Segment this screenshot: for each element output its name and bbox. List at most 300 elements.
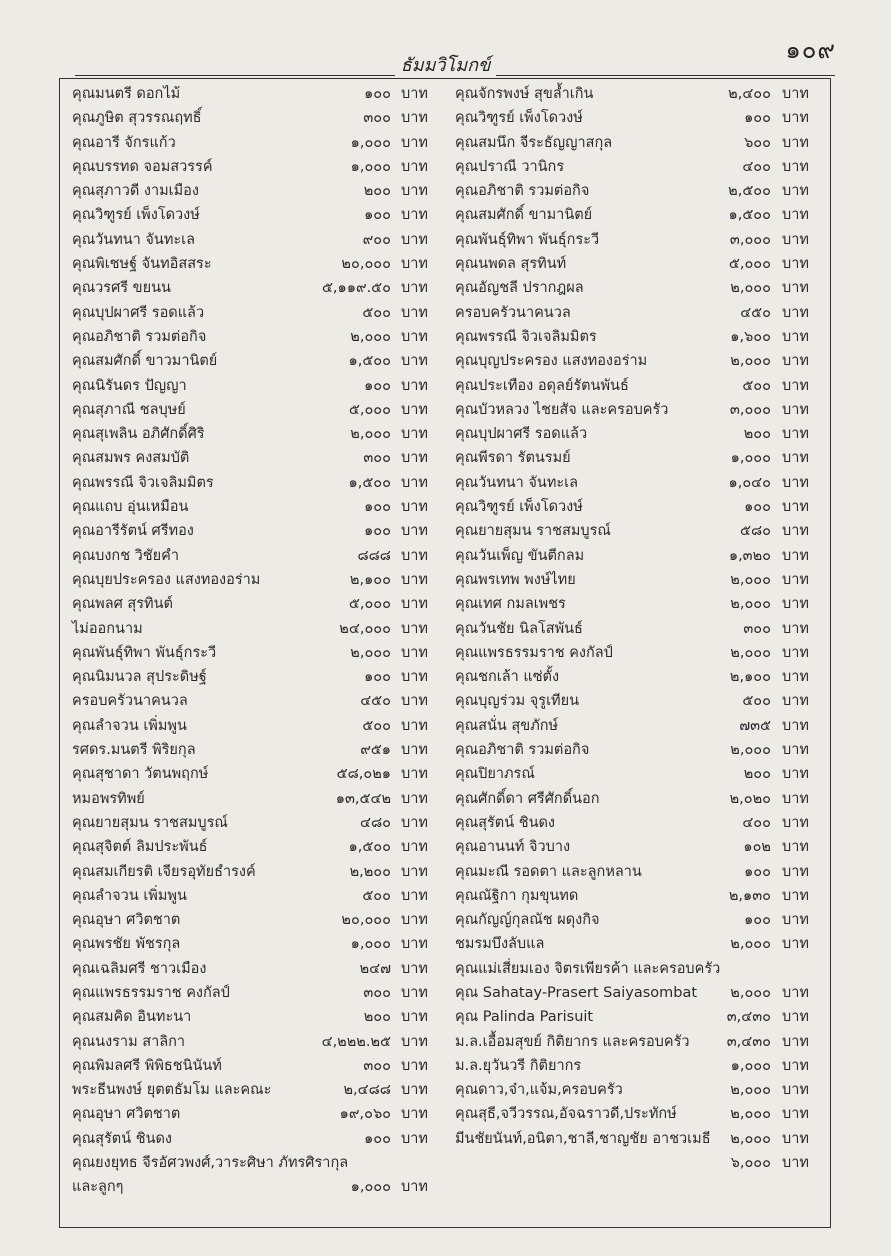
donor-name: คุณวิฑูรย์ เพ็งโดวงษ์ <box>72 207 200 224</box>
donor-name: คุณมะณี รอดตา และลูกหลาน <box>455 863 642 880</box>
donor-row <box>64 82 447 106</box>
donor-name: คุณเทศ กมลเพชร <box>455 596 566 613</box>
donor-name: คุณพรชัย พัชรกุล <box>72 936 181 953</box>
donor-name: คุณสนั่น สุขภักษ์ <box>455 717 559 734</box>
donor-row <box>447 568 827 592</box>
donor-name: คุณพรรณี จิวเจลิมมิตร <box>455 328 597 345</box>
donor-name: คุณอารีรัตน์ ศรีทอง <box>72 523 194 540</box>
donor-name: คุณสุภาวดี งามเมือง <box>72 183 199 200</box>
donation-amount: ๑๐๐ <box>744 499 771 516</box>
donation-amount: ๒,๐๐๐ <box>730 936 771 953</box>
donor-name: คุณวันเพ็ญ ขันตีกลม <box>455 547 585 564</box>
donor-name: คุณพรเทพ พงษ์ไทย <box>455 571 576 588</box>
donation-amount: ๒,๐๐๐ <box>730 353 771 370</box>
donation-amount: ๕,๑๑๙.๕๐ <box>321 280 391 297</box>
currency-label: บาท <box>401 231 428 248</box>
donor-name: คุณนพดล สุรทินท์ <box>455 256 567 273</box>
donor-name: คุณอานนท์ จิวบาง <box>455 839 571 856</box>
currency-label: บาท <box>401 328 428 345</box>
donation-amount: ๖,๐๐๐ <box>730 1155 771 1172</box>
donor-row <box>64 932 447 956</box>
donor-name: ม.ล.เอื้อมสุขย์ กิติยากร และครอบครัว <box>455 1033 690 1050</box>
donor-row <box>64 568 447 592</box>
donation-amount: ๒,๐๐๐ <box>730 571 771 588</box>
donor-row <box>447 714 827 738</box>
donor-name: คุณแถบ อุ่นเหมือน <box>72 499 189 516</box>
donation-amount: ๒,๔๘๘ <box>343 1082 391 1099</box>
donor-column-right <box>447 82 827 1175</box>
donation-amount: ๕๐๐ <box>742 693 771 710</box>
donor-name: ครอบครัวนาคนวล <box>72 693 188 710</box>
donation-amount: ๑๙,๐๖๐ <box>339 1106 391 1123</box>
donation-amount: ๑,๓๒๐ <box>728 547 771 564</box>
donor-name: คุณนงราม สาลิกา <box>72 1033 186 1050</box>
donor-row <box>64 1175 447 1199</box>
donation-amount: ๕๐๐ <box>362 717 391 734</box>
donor-name: คุณสุธี,จวีวรรณ,อัจฉราวดี,ประทักษ์ <box>455 1106 677 1123</box>
donor-row <box>64 228 447 252</box>
currency-label: บาท <box>782 596 809 613</box>
donor-row <box>447 301 827 325</box>
donor-row <box>64 519 447 543</box>
donation-amount: ๕๘๐ <box>739 523 771 540</box>
currency-label: บาท <box>782 814 809 831</box>
currency-label: บาท <box>401 304 428 321</box>
donation-amount: ๑,๕๐๐ <box>348 474 391 491</box>
donor-name: คุณบัวหลวง ไชยสัจ และครอบครัว <box>455 401 669 418</box>
donation-amount: ๒,๒๐๐ <box>349 863 391 880</box>
donation-amount: ๑,๕๐๐ <box>348 353 391 370</box>
currency-label: บาท <box>401 863 428 880</box>
donor-name: คุณสมนึก จีระธัญญาสกุล <box>455 134 613 151</box>
donor-name: คุณวันทนา จันทะเล <box>72 231 196 248</box>
currency-label: บาท <box>782 912 809 929</box>
donation-amount: ๕๐๐ <box>742 377 771 394</box>
currency-label: บาท <box>401 1106 428 1123</box>
donation-amount: ๖๐๐ <box>744 134 771 151</box>
donor-row <box>447 131 827 155</box>
donation-amount: ๑,๐๐๐ <box>350 1179 391 1196</box>
currency-label: บาท <box>782 304 809 321</box>
donation-amount: ๕,๐๐๐ <box>348 401 391 418</box>
currency-label: บาท <box>782 499 809 516</box>
donor-name: คุณอุษา ศวิตชาต <box>72 1106 181 1123</box>
currency-label: บาท <box>401 183 428 200</box>
currency-label: บาท <box>401 571 428 588</box>
donor-row <box>64 495 447 519</box>
donor-row <box>447 860 827 884</box>
donor-row <box>447 787 827 811</box>
donor-name: คุณบรรทด จอมสวรรค์ <box>72 158 213 175</box>
donation-amount: ๒๐๐ <box>363 1009 391 1026</box>
donation-amount: ๗๓๕ <box>739 717 771 734</box>
donation-amount: ๒๐๐ <box>743 426 771 443</box>
currency-label: บาท <box>782 158 809 175</box>
page-title <box>0 50 891 79</box>
currency-label: บาท <box>782 474 809 491</box>
donor-row <box>64 1005 447 1029</box>
donor-row <box>64 544 447 568</box>
donor-name: คุณอภิชาติ รวมต่อกิจ <box>455 742 590 759</box>
donor-row <box>64 884 447 908</box>
donation-amount: ๒,๐๐๐ <box>730 1106 771 1123</box>
donation-amount: ๕,๐๐๐ <box>728 256 771 273</box>
donation-amount: ๕,๐๐๐ <box>348 596 391 613</box>
donation-amount: ๕๐๐ <box>362 887 391 904</box>
donor-name: คุณพลศ สุรทินต์ <box>72 596 173 613</box>
donor-row <box>64 641 447 665</box>
donor-name: คุณสุภาณี ชลบุษย์ <box>72 401 186 418</box>
currency-label: บาท <box>401 499 428 516</box>
currency-label: บาท <box>401 158 428 175</box>
currency-label: บาท <box>401 620 428 637</box>
donor-row <box>447 519 827 543</box>
currency-label: บาท <box>782 231 809 248</box>
donor-row <box>64 689 447 713</box>
donation-amount: ๓๐๐ <box>363 1057 391 1074</box>
donor-name: คุณอุษา ศวิตชาต <box>72 912 181 929</box>
donor-row <box>447 374 827 398</box>
donation-amount: ๑๐๐ <box>364 86 391 102</box>
donation-amount: ๒,๐๐๐ <box>730 1130 771 1147</box>
donor-name: คุณดาว,จ๋า,แจ้ม,ครอบครัว <box>455 1082 623 1099</box>
currency-label: บาท <box>782 110 809 127</box>
currency-label: บาท <box>782 669 809 686</box>
donor-row <box>447 738 827 762</box>
donation-amount: ๓,๐๐๐ <box>729 231 771 248</box>
currency-label: บาท <box>401 134 428 151</box>
currency-label: บาท <box>782 1155 809 1172</box>
currency-label: บาท <box>782 450 809 467</box>
donation-amount: ๓,๔๓๐ <box>726 1009 771 1026</box>
donor-row <box>447 1030 827 1054</box>
currency-label: บาท <box>401 1179 428 1196</box>
donation-amount: ๙๕๑ <box>360 742 391 759</box>
donor-row <box>447 228 827 252</box>
currency-label: บาท <box>782 693 809 710</box>
currency-label: บาท <box>401 1130 428 1147</box>
donation-amount: ๒,๐๐๐ <box>730 596 771 613</box>
currency-label: บาท <box>782 256 809 273</box>
donor-row <box>447 471 827 495</box>
donor-name: คุณเฉลิมศรี ชาวเมือง <box>72 960 207 977</box>
donor-name: คุณแพรธรรมราช คงกัลป์ <box>455 644 613 661</box>
page-number: ๑๐๙ <box>785 36 836 64</box>
currency-label: บาท <box>401 839 428 856</box>
currency-label: บาท <box>782 523 809 540</box>
donor-name: คุณบุญร่วม จุรูเทียน <box>455 693 580 710</box>
donor-name: คุณสมเกียรติ เจียรอุทัยธำรงค์ <box>72 863 256 880</box>
donor-name: คุณวิฑูรย์ เพ็งโดวงษ์ <box>455 499 583 516</box>
donor-name: คุณ Sahatay-Prasert Saiyasombat <box>455 984 698 1001</box>
donor-name: คุณ Palinda Parisuit <box>455 1009 594 1026</box>
donation-amount: ๒๐๐ <box>743 766 771 783</box>
currency-label: บาท <box>782 1082 809 1099</box>
donor-name: ครอบครัวนาคนวล <box>455 304 571 321</box>
currency-label: บาท <box>782 863 809 880</box>
currency-label: บาท <box>782 134 809 151</box>
donor-name: คุณบุญประครอง แสงทองอร่าม <box>455 353 648 370</box>
donation-amount: ๒,๑๐๐ <box>729 669 771 686</box>
donor-name: คุณสุรัตน์ ชินดง <box>455 814 555 831</box>
donor-name: คุณยายสุมน ราชสมบูรณ์ <box>72 814 228 831</box>
donor-name: คุณอัญชลี ปรากฎผล <box>455 280 584 297</box>
donor-row <box>447 252 827 276</box>
donor-row <box>447 592 827 616</box>
donation-amount: ๑,๐๐๐ <box>350 158 391 175</box>
currency-label: บาท <box>782 1106 809 1123</box>
donation-amount: ๔๕๐ <box>360 693 391 710</box>
donation-amount: ๒,๔๐๐ <box>728 86 771 102</box>
donor-row <box>64 398 447 422</box>
donor-name: คุณยงยุทธ จีรอัศวพงศ์,วาระศิษา ภัทรศิรากุล <box>72 1155 349 1172</box>
donation-amount: ๑๐๐ <box>364 377 391 394</box>
donation-amount: ๑๐๐ <box>364 523 391 540</box>
donor-name: คุณสุรัตน์ ชินดง <box>72 1130 172 1147</box>
donor-row <box>447 641 827 665</box>
currency-label: บาท <box>782 1130 809 1147</box>
donor-name: ชมรมบึงลับแล <box>455 936 545 953</box>
donation-amount: ๒,๐๐๐ <box>350 426 391 443</box>
donor-name: คุณบงกช วิชัยคำ <box>72 547 179 564</box>
donor-row <box>64 738 447 762</box>
donor-name: คุณพิเชษฐ์ จันทอิสสระ <box>72 256 212 273</box>
donor-row <box>64 349 447 373</box>
donor-name: คุณสมศักดิ์ ขาวมานิตย์ <box>72 353 218 370</box>
donor-row <box>64 1102 447 1126</box>
donor-name: คุณสมคิด อินทะนา <box>72 1009 192 1026</box>
currency-label: บาท <box>782 644 809 661</box>
donor-name: คุณศักดิ์ดา ศรีศักดิ์นอก <box>455 790 600 807</box>
donor-name: คุณมนตรี ดอกไม้ <box>72 86 181 102</box>
donor-row <box>447 811 827 835</box>
donor-name: ม.ล.ยุวันวรี กิติยากร <box>455 1057 582 1074</box>
donor-row <box>64 276 447 300</box>
donation-amount: ๑๐๐ <box>364 207 391 224</box>
donor-row <box>64 981 447 1005</box>
currency-label: บาท <box>401 596 428 613</box>
donor-row <box>64 1127 447 1151</box>
donor-row <box>447 617 827 641</box>
donor-name: คุณพิมลศรี พิพิธชนินันท์ <box>72 1057 222 1074</box>
currency-label: บาท <box>782 86 809 102</box>
donation-amount: ๔๐๐ <box>742 814 771 831</box>
donor-row <box>447 908 827 932</box>
donor-name: ไม่ออกนาม <box>72 620 143 637</box>
currency-label: บาท <box>782 984 809 1001</box>
donor-row <box>447 544 827 568</box>
donor-row <box>64 106 447 130</box>
donor-row <box>64 762 447 786</box>
currency-label: บาท <box>401 693 428 710</box>
donor-row <box>447 1078 827 1102</box>
donor-row <box>447 446 827 470</box>
donor-row <box>64 446 447 470</box>
donor-name: คุณวรศรี ขยนน <box>72 280 171 297</box>
donor-row <box>64 325 447 349</box>
donor-row <box>64 1054 447 1078</box>
currency-label: บาท <box>782 1009 809 1026</box>
currency-label: บาท <box>782 353 809 370</box>
donor-name: รศดร.มนตรี พิริยกุล <box>72 742 196 759</box>
donor-name: คุณจักรพงษ์ สุขล้ำเกิน <box>455 86 594 102</box>
donor-name: คุณอารี จักรแก้ว <box>72 134 176 151</box>
donor-row <box>447 1151 827 1175</box>
donor-name: คุณประเทือง อดุลย์รัตนพันธ์ <box>455 377 629 394</box>
donor-name: คุณสุเพลิน อภิศักดิ์ศิริ <box>72 426 205 443</box>
currency-label: บาท <box>782 401 809 418</box>
donor-name: คุณพรรณี จิวเจลิมมิตร <box>72 474 214 491</box>
currency-label: บาท <box>401 523 428 540</box>
donor-row <box>447 495 827 519</box>
currency-label: บาท <box>782 1033 809 1050</box>
donor-row <box>64 422 447 446</box>
donor-row <box>64 714 447 738</box>
currency-label: บาท <box>401 790 428 807</box>
donation-amount: ๒๐๐ <box>363 183 391 200</box>
currency-label: บาท <box>401 256 428 273</box>
donor-name: คุณณัฐิกา กุมขุนทด <box>455 887 579 904</box>
donor-name: คุณแพรธรรมราช คงกัลป์ <box>72 984 230 1001</box>
donor-name: คุณนิรันดร ปัญญา <box>72 377 187 394</box>
donor-row <box>447 203 827 227</box>
donor-name: หมอพรทิพย์ <box>72 790 145 807</box>
donation-amount: ๔๐๐ <box>742 158 771 175</box>
page-title-text: ธัมมวิโมกข์ <box>395 55 497 76</box>
currency-label: บาท <box>401 887 428 904</box>
donation-amount: ๔,๒๒๒.๒๕ <box>321 1033 391 1050</box>
donor-row <box>64 665 447 689</box>
currency-label: บาท <box>782 742 809 759</box>
donation-amount: ๓๐๐ <box>363 110 391 127</box>
currency-label: บาท <box>782 1057 809 1074</box>
currency-label: บาท <box>401 1057 428 1074</box>
donation-amount: ๔๘๐ <box>359 814 391 831</box>
donor-name: คุณพันธุ์ทิพา พันธุ์กระวี <box>455 231 600 248</box>
currency-label: บาท <box>782 377 809 394</box>
donor-row <box>447 155 827 179</box>
donor-name: และลูกๆ <box>72 1179 124 1196</box>
currency-label: บาท <box>782 547 809 564</box>
donor-row <box>447 325 827 349</box>
currency-label: บาท <box>782 426 809 443</box>
donor-row <box>447 665 827 689</box>
currency-label: บาท <box>401 280 428 297</box>
donation-amount: ๑๐๐ <box>744 863 771 880</box>
donation-amount: ๑,๐๐๐ <box>350 936 391 953</box>
currency-label: บาท <box>401 742 428 759</box>
donor-row <box>64 957 447 981</box>
donor-name: คุณสมพร คงสมบัติ <box>72 450 190 467</box>
donor-row <box>64 252 447 276</box>
currency-label: บาท <box>401 1033 428 1050</box>
donor-row <box>64 203 447 227</box>
donor-row <box>64 471 447 495</box>
donation-amount: ๒,๐๒๐ <box>729 790 771 807</box>
donor-row <box>447 981 827 1005</box>
donor-row <box>447 689 827 713</box>
donor-row <box>64 835 447 859</box>
donor-name: คุณอภิชาติ รวมต่อกิจ <box>72 328 207 345</box>
donor-name: คุณปิยาภรณ์ <box>455 766 535 783</box>
donation-amount: ๒๐,๐๐๐ <box>341 256 391 273</box>
donor-name: มีนชัยนันท์,อนิตา,ชาลี,ชาญชัย อาชวเมธี <box>455 1130 711 1147</box>
donation-amount: ๑๐๐ <box>744 110 771 127</box>
donation-amount: ๒,๑๓๐ <box>728 887 771 904</box>
donor-row <box>447 422 827 446</box>
donor-row <box>64 1078 447 1102</box>
donor-row <box>447 398 827 422</box>
currency-label: บาท <box>401 547 428 564</box>
donor-name: คุณสุชาดา วัตนพฤกษ์ <box>72 766 209 783</box>
currency-label: บาท <box>401 110 428 127</box>
donor-name: คุณกัญญ์กุลณัช ผดุงกิจ <box>455 912 600 929</box>
donation-amount: ๒๐,๐๐๐ <box>341 912 391 929</box>
donor-row <box>64 301 447 325</box>
donor-row <box>64 179 447 203</box>
donor-name: คุณปราณี วานิกร <box>455 158 565 175</box>
currency-label: บาท <box>401 1082 428 1099</box>
donation-amount: ๑๐๐ <box>364 499 391 516</box>
donor-name: คุณยายสุมน ราชสมบูรณ์ <box>455 523 611 540</box>
currency-label: บาท <box>401 401 428 418</box>
currency-label: บาท <box>782 571 809 588</box>
donor-row <box>64 374 447 398</box>
donor-name: คุณนิมนวล สุประดิษฐ์ <box>72 669 207 686</box>
donor-row <box>64 155 447 179</box>
donor-row <box>447 179 827 203</box>
currency-label: บาท <box>401 207 428 224</box>
currency-label: บาท <box>401 984 428 1001</box>
donation-amount: ๑๐๐ <box>364 669 391 686</box>
currency-label: บาท <box>782 717 809 734</box>
currency-label: บาท <box>401 960 428 977</box>
donor-row <box>64 908 447 932</box>
donation-amount: ๓,๐๐๐ <box>729 401 771 418</box>
donor-name: คุณบุยประครอง แสงทองอร่าม <box>72 571 261 588</box>
donor-name: คุณสมศักดิ์ ขามานิตย์ <box>455 207 593 224</box>
donation-amount: ๒๔๗ <box>359 960 391 977</box>
donation-amount: ๓,๔๓๐ <box>726 1033 771 1050</box>
donor-row <box>447 932 827 956</box>
currency-label: บาท <box>782 790 809 807</box>
donation-amount: ๑,๐๔๐ <box>728 474 771 491</box>
donation-amount: ๑,๐๐๐ <box>350 134 391 151</box>
donor-name: คุณชกเล้า แซ่ตั้ง <box>455 669 560 686</box>
currency-label: บาท <box>401 766 428 783</box>
donation-amount: ๑,๕๐๐ <box>348 839 391 856</box>
currency-label: บาท <box>401 717 428 734</box>
donation-amount: ๑๐๐ <box>364 1130 391 1147</box>
donation-amount: ๒,๐๐๐ <box>730 984 771 1001</box>
currency-label: บาท <box>782 183 809 200</box>
donor-name: คุณภูษิต สุวรรณฤทธิ์ <box>72 110 202 127</box>
donor-name: คุณลำจวน เพิ่มพูน <box>72 717 187 734</box>
currency-label: บาท <box>782 207 809 224</box>
currency-label: บาท <box>401 644 428 661</box>
currency-label: บาท <box>782 766 809 783</box>
donor-column-left <box>64 82 447 1200</box>
donation-amount: ๓๐๐ <box>363 984 391 1001</box>
donation-amount: ๕๘,๐๒๑ <box>336 766 391 783</box>
currency-label: บาท <box>782 936 809 953</box>
donor-row <box>447 276 827 300</box>
donation-amount: ๒๔,๐๐๐ <box>339 620 391 637</box>
donor-row <box>64 1030 447 1054</box>
donor-name: คุณสุจิตต์ ลิมประพันธ์ <box>72 839 208 856</box>
donation-amount: ๓๐๐ <box>363 450 391 467</box>
donor-row <box>447 835 827 859</box>
